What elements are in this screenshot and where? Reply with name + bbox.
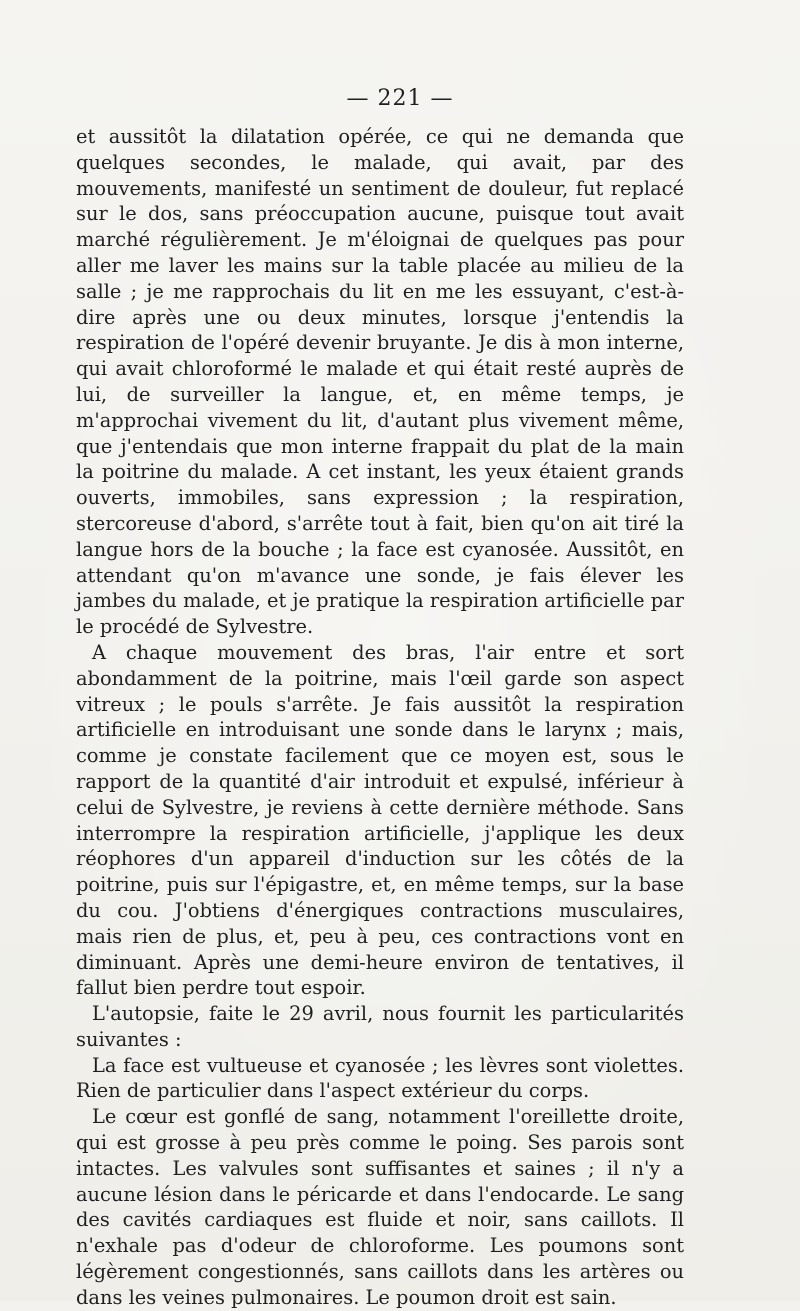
page-number: — 221 —: [346, 86, 454, 111]
paragraph: et aussitôt la dilatation opérée, ce qui ne demanda que quelques secondes, le malade, qui avait, par des mouvements, manifesté un sentiment de douleur, fut replacé sur le dos, sans préoccupation aucune, puisque tout avait marché régulièrement. Je m'éloignai de quelques pas pour aller me laver les mains sur la table placée au milieu de la salle ; je me rapprochais du lit en me les essuyant, c'est-à-dire après une ou deux minutes, lorsque j'entendis la respiration de l'opéré devenir bruyante. Je dis à mon interne, qui avait chloroformé le malade et qui était resté auprès de lui, de surveiller la langue, et, en même temps, je m'approchai vivement du lit, d'autant plus vivement même, que j'entendais que mon interne frappait du plat de la main la poitrine du malade. A cet instant, les yeux étaient grands ouverts, immobiles, sans expression ; la respiration, stercoreuse d'abord, s'arrête tout à fait, bien qu'on ait tiré la langue hors de la bouche ; la face est cyanosée. Aussitôt, en attendant qu'on m'avance une sonde, je fais élever les jambes du malade, et je pratique la respiration artificielle par le procédé de Sylvestre.: [76, 125, 684, 639]
paragraph: Le cœur est gonflé de sang, notamment l'oreillette droite, qui est grosse à peu près comme le poing. Ses parois sont intactes. Les valvules sont suffisantes et saines ; il n'y a aucune lésion dans le péricarde et dans l'endocarde. Le sang des cavités cardiaques est fluide et noir, sans caillots. Il n'exhale pas d'odeur de chloroforme. Les poumons sont légèrement congestionnés, sans caillots dans les artères ou dans les veines pulmonaires. Le poumon droit est sain.: [76, 1105, 684, 1309]
paragraph: L'autopsie, faite le 29 avril, nous fournit les particularités suivantes :: [76, 1002, 684, 1051]
paragraph: A chaque mouvement des bras, l'air entre et sort abondamment de la poitrine, mais l'œil garde son aspect vitreux ; le pouls s'arrête. Je fais aussitôt la respiration artificielle en introduisant une sonde dans le larynx ; mais, comme je constate facilement que ce moyen est, sous le rapport de la quantité d'air introduit et expulsé, inférieur à celui de Sylvestre, je reviens à cette dernière méthode. Sans interrompre la respiration artificielle, j'applique les deux réophores d'un appareil d'induction sur les côtés de la poitrine, puis sur l'épigastre, et, en même temps, sur la base du cou. J'obtiens d'énergiques contractions musculaires, mais rien de plus, et, peu à peu, ces contractions vont en diminuant. Après une demi-heure environ de tentatives, il fallut bien perdre tout espoir.: [76, 640, 684, 1000]
body-text: [76, 124, 684, 1311]
paragraph: La face est vultueuse et cyanosée ; les lèvres sont violettes. Rien de particulier dans l'aspect extérieur du corps.: [76, 1053, 684, 1103]
